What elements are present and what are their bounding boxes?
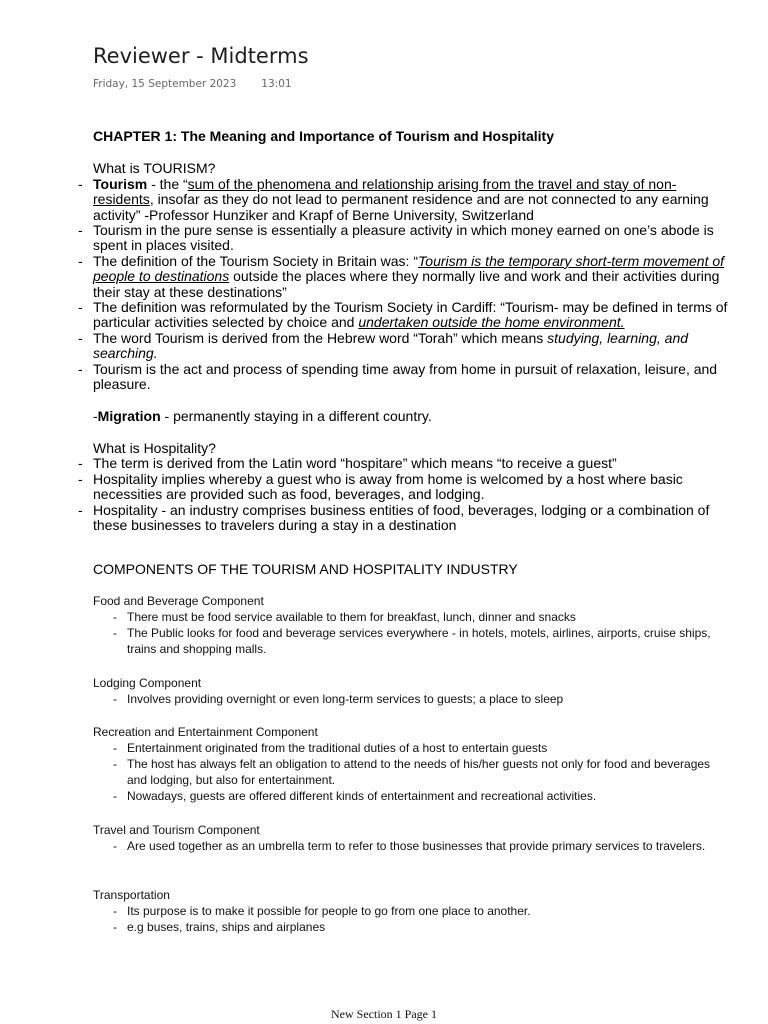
list-item: - Tourism is the act and process of spending time away from home in pursuit of relaxation, leisure, and pleasure.	[93, 362, 733, 393]
components-heading-block	[93, 561, 733, 577]
migration-text: - permanently staying in a different country.	[160, 407, 432, 424]
list-item	[93, 254, 733, 300]
tourism-list	[93, 177, 733, 393]
list-item	[93, 177, 733, 223]
underlined-italic-text: Tourism is the temporary short-term movement of people to destinations	[93, 252, 725, 285]
page-timestamp	[93, 78, 292, 90]
page-date: Friday, 15 September 2023	[93, 78, 237, 90]
section-transportation	[93, 887, 733, 935]
components-heading: COMPONENTS OF THE TOURISM AND HOSPITALITY INDUSTRY	[93, 561, 518, 577]
text-segment: The word Tourism is derived from the Hebrew word “Torah” which means	[93, 329, 548, 346]
section-list	[93, 740, 733, 804]
migration-definition	[93, 409, 733, 424]
list-item: - Involves providing overnight or even long-term services to guests; a place to sleep	[127, 691, 733, 707]
hospitality-question: What is Hospitality?	[93, 439, 216, 456]
text-segment: , insofar as they do not lead to permanent residence and are not connected to any earning activity” -Professor Hunziker and Krapf of Berne University, Switzerland	[93, 191, 709, 223]
migration-prefix: -	[93, 407, 98, 424]
section-title: Food and Beverage Component	[93, 594, 264, 608]
text-segment: The definition was reformulated by the Tourism Society in Cardiff: “Tourism- may be defined in terms of particular activities selected by choice and	[93, 299, 728, 331]
chapter-heading: CHAPTER 1: The Meaning and Importance of Tourism and Hospitality	[93, 128, 555, 144]
hospitality-list	[93, 456, 733, 533]
list-item: - Are used together as an umbrella term to refer to those businesses that provide primary services to travelers.	[127, 838, 733, 854]
text-segment: outside the places where they normally live and work and their activities during their stay at these destinations”	[93, 268, 720, 300]
list-item: - Nowadays, guests are offered different kinds of entertainment and recreational activities.	[127, 788, 733, 804]
section-title: Recreation and Entertainment Component	[93, 725, 318, 739]
section-list	[93, 691, 733, 707]
list-item	[93, 300, 733, 331]
underlined-text: sum of the phenomena and relationship arising from the travel and stay of non-residents	[93, 175, 677, 208]
section-lodging	[93, 675, 733, 707]
section-recreation	[93, 724, 733, 804]
list-item: - There must be food service available to them for breakfast, lunch, dinner and snacks	[127, 609, 733, 625]
section-food-beverage	[93, 593, 733, 657]
term-migration: Migration	[97, 407, 161, 424]
list-item: - The host has always felt an obligation to attend to the needs of his/her guests not only for food and beverages and lodging, but also for entertainment.	[127, 756, 733, 788]
section-list	[93, 609, 733, 657]
chapter-content	[93, 129, 733, 533]
list-item: - e.g buses, trains, ships and airplanes	[127, 919, 733, 935]
list-item: - The Public looks for food and beverage services everywhere - in hotels, motels, airlines, airports, cruise ships, trains and shopping malls.	[127, 625, 733, 657]
list-item: - The term is derived from the Latin word “hospitare” which means “to receive a guest”	[93, 456, 733, 471]
section-list	[93, 838, 733, 854]
underlined-italic-text: undertaken outside the home environment.	[358, 314, 625, 331]
list-item: - Tourism in the pure sense is essentially a pleasure activity in which money earned on one’s abode is spent in places visited.	[93, 223, 733, 254]
list-item: - Entertainment originated from the traditional duties of a host to entertain guests	[127, 740, 733, 756]
section-title: Transportation	[93, 888, 170, 902]
page-time: 13:01	[261, 78, 292, 90]
text-segment: - the “	[147, 175, 188, 192]
page-title: Reviewer - Midterms	[93, 44, 309, 68]
section-title: Travel and Tourism Component	[93, 823, 260, 837]
section-travel-tourism	[93, 822, 733, 854]
section-list	[93, 903, 733, 935]
section-title: Lodging Component	[93, 676, 202, 690]
tourism-question: What is TOURISM?	[93, 160, 216, 177]
list-item: - Its purpose is to make it possible for people to go from one place to another.	[127, 903, 733, 919]
italic-text: studying, learning, and searching.	[93, 329, 689, 362]
list-item: - Hospitality - an industry comprises business entities of food, beverages, lodging or a combination of these businesses to travelers during a stay in a destination	[93, 503, 733, 534]
list-item	[93, 331, 733, 362]
term-tourism: Tourism	[93, 175, 148, 192]
text-segment: The definition of the Tourism Society in Britain was: “	[93, 252, 419, 269]
list-item: - Hospitality implies whereby a guest who is away from home is welcomed by a host where basic necessities are provided such as food, beverages, and lodging.	[93, 472, 733, 503]
page-footer: New Section 1 Page 1	[331, 1007, 437, 1021]
